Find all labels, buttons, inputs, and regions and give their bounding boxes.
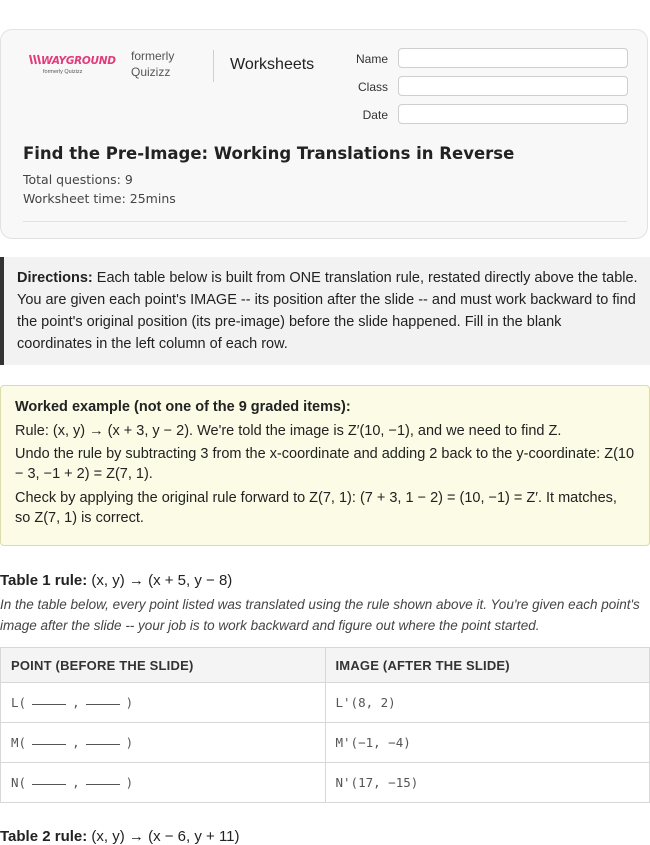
name-field[interactable] <box>398 48 628 68</box>
table-1 <box>0 647 650 803</box>
directions-box <box>0 257 650 365</box>
y-blank[interactable] <box>86 704 120 705</box>
date-field[interactable] <box>398 104 628 124</box>
image-cell: M'(−1, −4) <box>325 723 650 763</box>
worksheets-label: Worksheets <box>230 56 315 73</box>
logo-subtext: formerly Quizizz <box>43 69 83 75</box>
image-cell: N'(17, −15) <box>325 763 650 803</box>
logo-wordmark: WAYGROUND <box>29 54 116 67</box>
directions-text: Each table below is built from ONE translation rule, restated directly above the table. You are given each point's IMAGE -- its position after the slide -- and must work backward to find the point's original position (its pre-image) before the slide happened. Fill in the blank coordinates in the left column of each row. <box>17 270 638 352</box>
directions-label: Directions: <box>17 270 93 286</box>
header-divider <box>213 50 214 82</box>
worksheet-header <box>0 29 648 239</box>
column-header-before: POINT (BEFORE THE SLIDE) <box>1 648 326 683</box>
formerly-quizizz-note: formerly Quizizz <box>131 49 175 79</box>
pre-image-cell: L( , ) <box>1 683 326 723</box>
example-line-2: Undo the rule by subtracting 3 from the x-coordinate and adding 2 back to the y-coordinate: Z(10 − 3, −1 + 2) = Z(7, 1). <box>15 446 635 482</box>
table-2-rule-label: Table 2 rule: <box>0 828 88 845</box>
table-1-instructions: In the table below, every point listed was translated using the rule shown above it. You're given each point's image after the slide -- your job is to work backward and figure out where the point started. <box>0 597 640 633</box>
table-header-row <box>1 648 650 683</box>
class-label: Class <box>357 80 388 94</box>
logo-mark-icon <box>29 54 41 65</box>
x-blank[interactable] <box>32 744 66 745</box>
column-header-after: IMAGE (AFTER THE SLIDE) <box>325 648 650 683</box>
worked-example-box <box>0 385 650 546</box>
example-heading: Worked example (not one of the 9 graded items): <box>15 399 351 415</box>
table-1-rule-label: Table 1 rule: <box>0 572 88 589</box>
table-1-rule-text: (x, y) → (x + 5, y − 8) <box>87 572 233 589</box>
header-rule <box>23 221 627 222</box>
worksheet-time: Worksheet time: 25mins <box>23 191 176 206</box>
total-questions: Total questions: 9 <box>23 172 133 187</box>
example-line-1: Rule: (x, y) → (x + 3, y − 2). We're told the image is Z′(10, −1), and we need to find Z. <box>15 423 562 439</box>
table-row <box>1 763 650 803</box>
example-line-3: Check by applying the original rule forward to Z(7, 1): (7 + 3, 1 − 2) = (10, −1) = Z′. It matches, so Z(7, 1) is correct. <box>15 490 617 526</box>
x-blank[interactable] <box>32 704 66 705</box>
table-row <box>1 723 650 763</box>
pre-image-cell: N( , ) <box>1 763 326 803</box>
date-label: Date <box>362 108 388 122</box>
y-blank[interactable] <box>86 784 120 785</box>
y-blank[interactable] <box>86 744 120 745</box>
x-blank[interactable] <box>32 784 66 785</box>
pre-image-cell: M( , ) <box>1 723 326 763</box>
table-2-rule <box>0 828 240 845</box>
worksheet-title: Find the Pre-Image: Working Translations in Reverse <box>23 144 515 163</box>
image-cell: L'(8, 2) <box>325 683 650 723</box>
name-label: Name <box>355 52 388 66</box>
table-2-rule-text: (x, y) → (x − 6, y + 11) <box>87 828 240 845</box>
table-1-rule <box>0 572 232 589</box>
class-field[interactable] <box>398 76 628 96</box>
table-row <box>1 683 650 723</box>
wayground-logo <box>29 54 119 80</box>
